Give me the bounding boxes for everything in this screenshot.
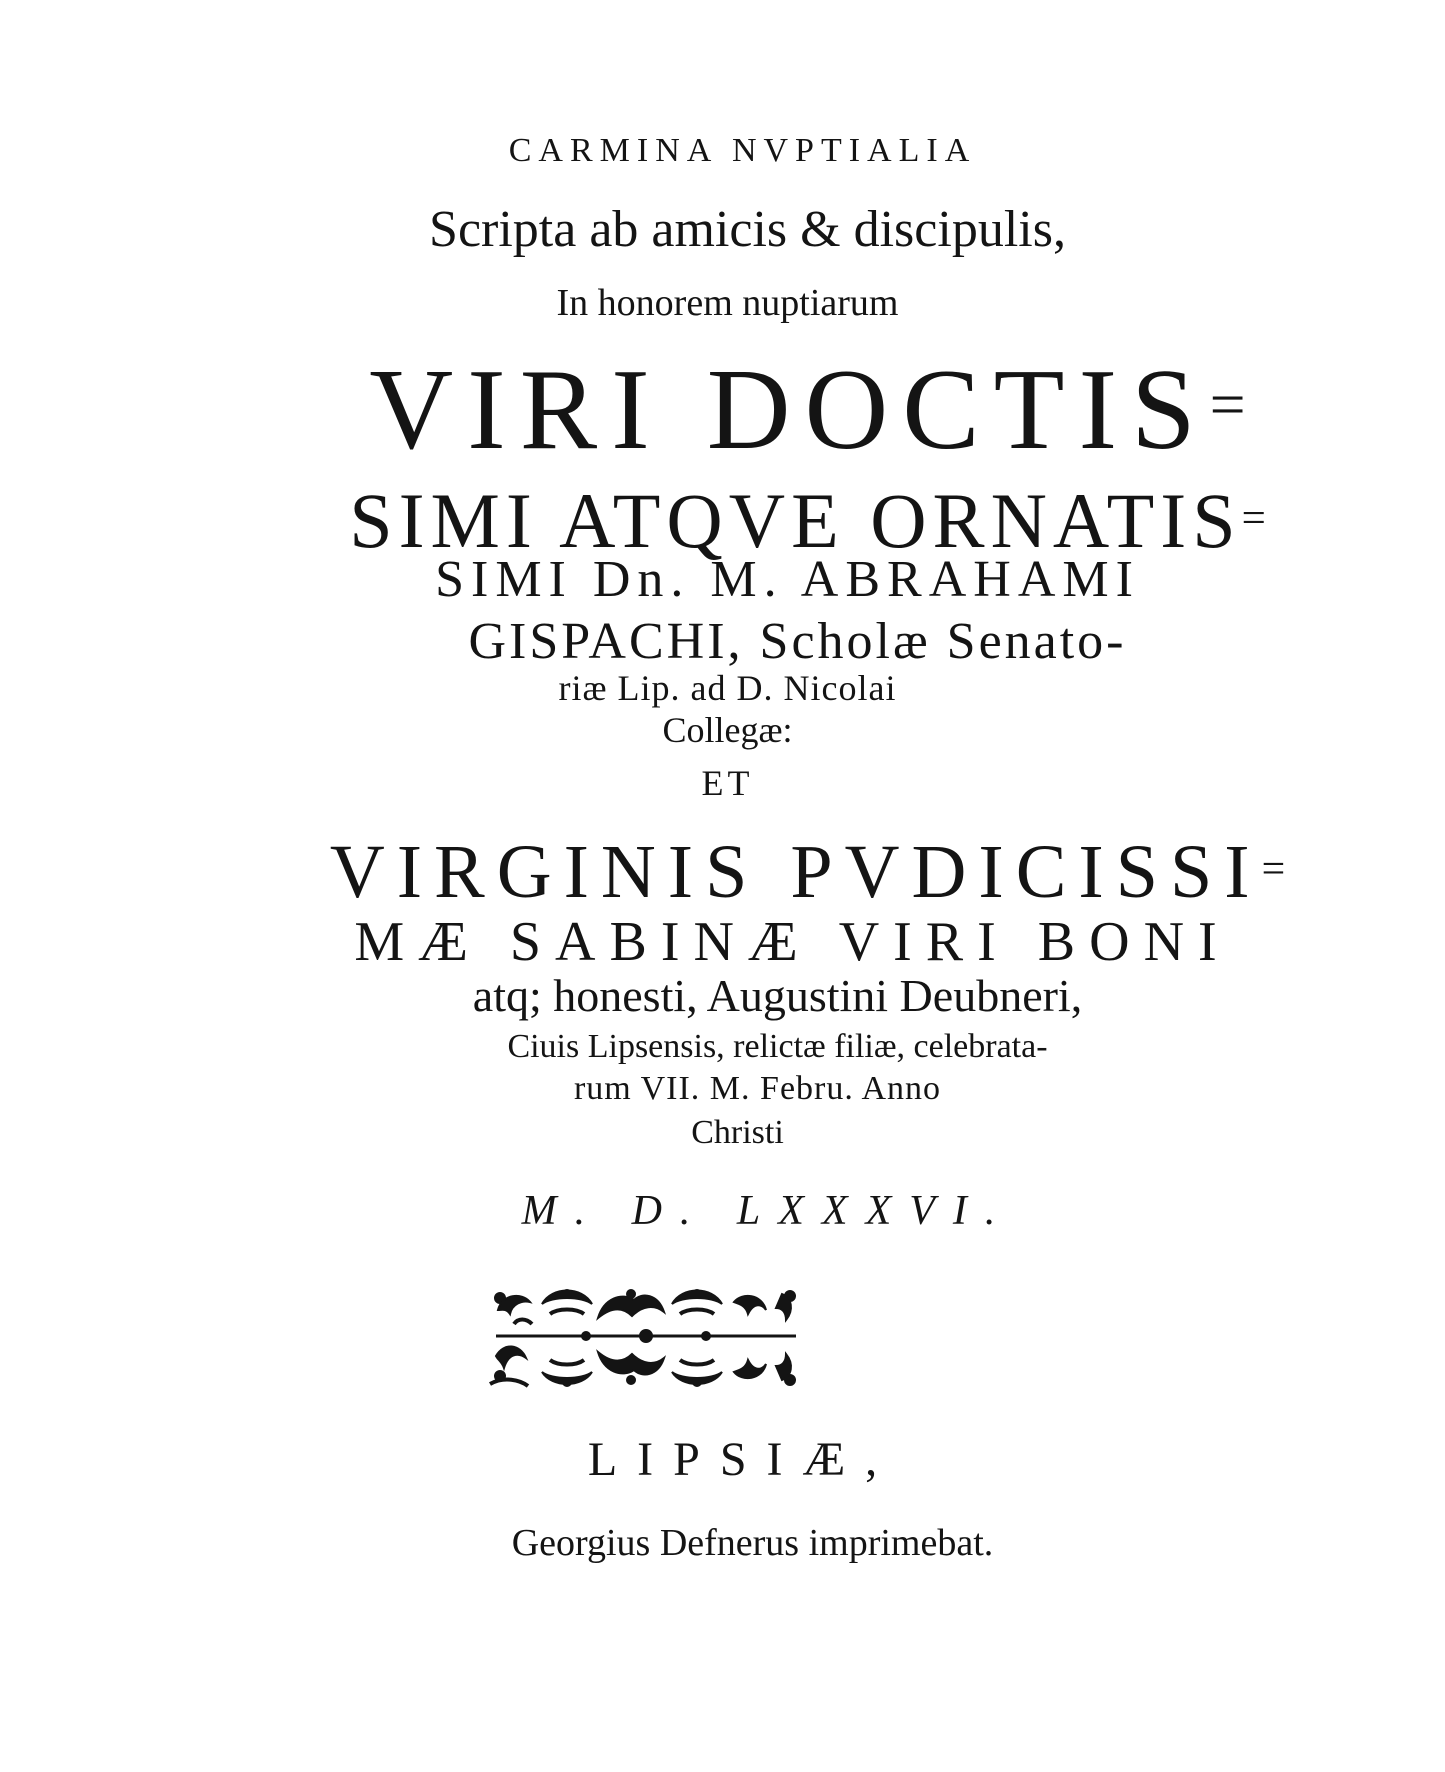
title-line-virginis: VIRGINIS PVDICISSI= bbox=[329, 830, 1286, 914]
title-line-deubneri: atq; honesti, Augustini Deubneri, bbox=[472, 970, 1083, 1021]
title-line-nicolai: riæ Lip. ad D. Nicolai bbox=[558, 668, 897, 708]
hyphen-mark: = bbox=[1209, 368, 1246, 440]
title-line-scripta: Scripta ab amicis & discipulis, bbox=[429, 201, 1066, 258]
fleuron-ornament-icon bbox=[486, 1282, 806, 1392]
title-line-abrahami: SIMI Dn. M. ABRAHAMI bbox=[435, 551, 1140, 608]
title-line-lipsensis: Ciuis Lipsensis, relictæ filiæ, celebrata- bbox=[507, 1028, 1048, 1065]
title-line-collegae: Collegæ: bbox=[662, 710, 793, 750]
hyphen-mark: = bbox=[1261, 846, 1286, 893]
title-line-atque-ornatis: SIMI ATQVE ORNATIS= bbox=[349, 477, 1266, 564]
title-line-year: M. D. LXXXVI. bbox=[521, 1188, 1014, 1234]
title-line-gispachi: GISPACHI, Scholæ Senato- bbox=[468, 613, 1127, 670]
title-line-carmina: CARMINA NVPTIALIA bbox=[508, 132, 977, 169]
hyphen-mark: = bbox=[1241, 495, 1266, 542]
title-line-sabinae: MÆ SABINÆ VIRI BONI bbox=[354, 911, 1231, 973]
imprint-printer: Georgius Defnerus imprimebat. bbox=[511, 1522, 994, 1564]
title-line-et: ET bbox=[701, 763, 754, 803]
title-line-febru: rum VII. M. Febru. Anno bbox=[573, 1070, 942, 1107]
title-line-viri-doctis: VIRI DOCTIS= bbox=[369, 346, 1246, 474]
title-line-christi: Christi bbox=[691, 1114, 784, 1151]
imprint-place: LIPSIÆ, bbox=[587, 1433, 898, 1486]
title-line-honorem: In honorem nuptiarum bbox=[556, 282, 899, 324]
